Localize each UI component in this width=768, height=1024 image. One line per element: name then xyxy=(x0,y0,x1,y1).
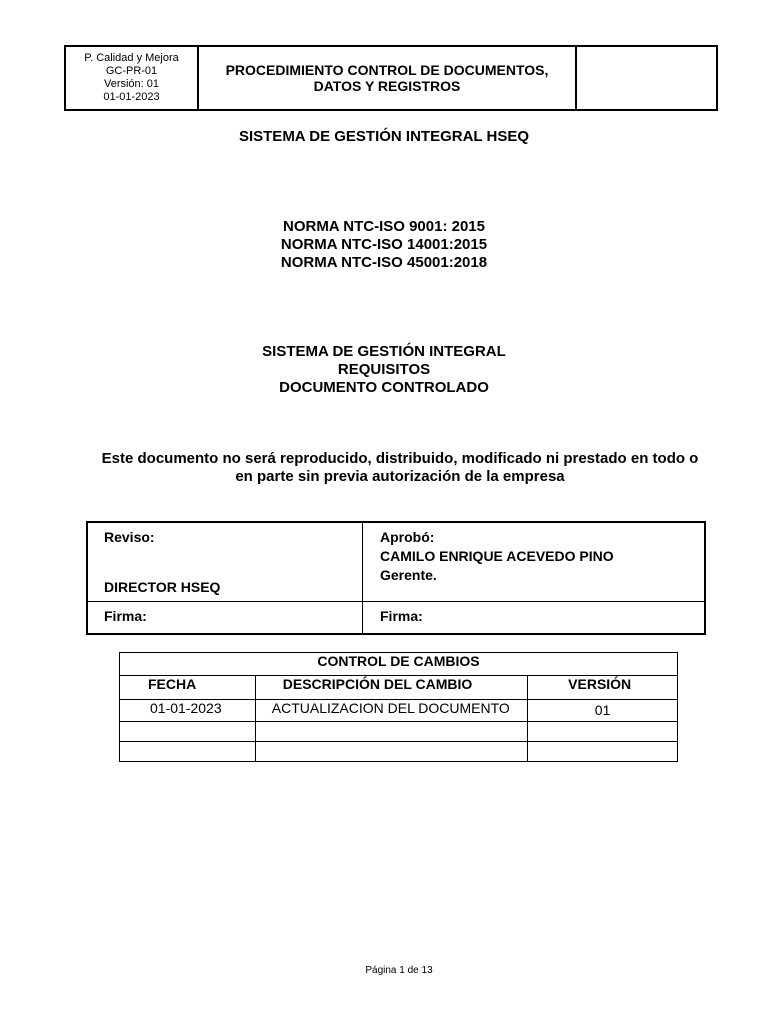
signature-right-label: Firma: xyxy=(380,608,423,624)
norms-block xyxy=(0,218,768,272)
change-control-header-row xyxy=(120,676,678,700)
change-control-table xyxy=(119,652,678,762)
approval-row-divider xyxy=(88,601,704,602)
system-block-line-3: DOCUMENTO CONTROLADO xyxy=(279,379,489,396)
reproduction-notice xyxy=(0,450,768,486)
document-header xyxy=(64,45,718,111)
notice-line-2: en parte sin previa autorización de la empresa xyxy=(235,468,565,485)
document-date: 01-01-2023 xyxy=(103,91,160,103)
document-version: Versión: 01 xyxy=(103,78,160,90)
approved-name: CAMILO ENRIQUE ACEVEDO PINO xyxy=(380,548,614,564)
norm-iso-45001: NORMA NTC-ISO 45001:2018 xyxy=(280,254,488,271)
notice-line-1: Este documento no será reproducido, distribuido, modificado ni prestado en todo o xyxy=(101,450,699,467)
process-name: P. Calidad y Mejora xyxy=(84,52,179,64)
document-title-line-2: DATOS Y REGISTROS xyxy=(313,78,461,94)
signature-left-label: Firma: xyxy=(104,608,147,624)
reviewed-label: Reviso: xyxy=(104,529,155,545)
approval-column-divider xyxy=(362,523,363,633)
page-number: Página 1 de 13 xyxy=(365,965,433,976)
document-title-line-1: PROCEDIMIENTO CONTROL DE DOCUMENTOS, xyxy=(225,62,549,78)
table-row xyxy=(120,700,678,722)
controlled-document-block xyxy=(0,343,768,397)
change-description xyxy=(255,722,527,742)
system-title xyxy=(0,128,768,146)
norm-iso-14001: NORMA NTC-ISO 14001:2015 xyxy=(280,236,488,253)
change-date xyxy=(120,722,256,742)
column-header-date: FECHA xyxy=(120,676,256,700)
change-version: 01 xyxy=(528,700,678,722)
reviewed-role: DIRECTOR HSEQ xyxy=(104,579,221,595)
approval-table xyxy=(86,521,706,635)
change-date: 01-01-2023 xyxy=(120,700,256,722)
column-header-version: VERSIÓN xyxy=(528,676,678,700)
norm-iso-9001: NORMA NTC-ISO 9001: 2015 xyxy=(282,218,485,235)
change-description xyxy=(255,742,527,762)
change-version xyxy=(528,722,678,742)
table-row xyxy=(120,722,678,742)
column-header-description: DESCRIPCIÓN DEL CAMBIO xyxy=(255,676,527,700)
document-code-cell xyxy=(66,47,199,109)
change-version xyxy=(528,742,678,762)
system-block-line-2: REQUISITOS xyxy=(337,361,431,378)
change-description: ACTUALIZACION DEL DOCUMENTO xyxy=(255,700,527,722)
document-title-cell xyxy=(199,47,577,109)
table-row xyxy=(120,742,678,762)
approved-label: Aprobó: xyxy=(380,529,435,545)
approved-role: Gerente. xyxy=(380,567,437,583)
change-date xyxy=(120,742,256,762)
change-control-title: CONTROL DE CAMBIOS xyxy=(120,653,678,676)
document-code: GC-PR-01 xyxy=(105,65,158,77)
logo-cell xyxy=(577,47,716,109)
system-block-line-1: SISTEMA DE GESTIÓN INTEGRAL xyxy=(262,343,506,360)
system-title-text: SISTEMA DE GESTIÓN INTEGRAL HSEQ xyxy=(238,128,530,145)
